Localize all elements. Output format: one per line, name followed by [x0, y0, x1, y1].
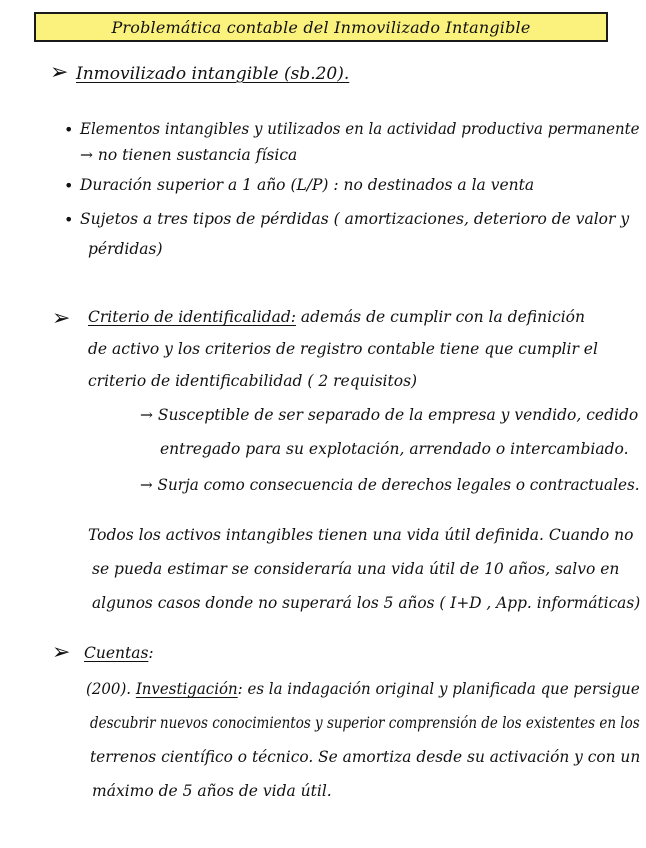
- heading-colon: :: [148, 644, 154, 662]
- paragraph-line: Todos los activos intangibles tienen una vida útil definida. Cuando no: [88, 526, 634, 544]
- paragraph-line: se pueda estimar se consideraría una vida útil de 10 años, salvo en: [92, 560, 620, 578]
- arrow-bullet-icon: ➢: [50, 60, 69, 85]
- paragraph-line: además de cumplir con la definición: [295, 308, 585, 326]
- section-heading: Cuentas: [84, 644, 149, 662]
- account-first-line: [86, 680, 640, 698]
- bullet-subline: → no tienen sustancia física: [80, 146, 298, 164]
- arrow-bullet-icon: ➢: [52, 640, 71, 665]
- account-code: (200).: [86, 680, 132, 698]
- criterio-first-line: [88, 308, 585, 326]
- bullet-text: Duración superior a 1 año (L/P) : no destinados a la venta: [80, 176, 535, 194]
- page-title-banner: [34, 12, 608, 42]
- requirement-subline: entregado para su explotación, arrendado o intercambiado.: [160, 440, 629, 458]
- section-heading: Inmovilizado intangible (sb.20).: [76, 64, 350, 84]
- paragraph-line: máximo de 5 años de vida útil.: [92, 782, 332, 800]
- bullet-icon: •: [64, 210, 74, 229]
- bullet-text: Elementos intangibles y utilizados en la actividad productiva permanente: [80, 120, 640, 138]
- paragraph-line: : es la indagación original y planificada que persigue: [237, 680, 640, 698]
- bullet-icon: •: [64, 176, 74, 195]
- section-heading: Criterio de identificalidad:: [88, 308, 296, 326]
- paragraph-line: algunos casos donde no superará los 5 años ( I+D , App. informáticas): [92, 594, 641, 612]
- page-title: Problemática contable del Inmovilizado Intangible: [111, 17, 531, 37]
- cuentas-heading: [84, 644, 154, 662]
- account-name: Investigación: [135, 680, 238, 698]
- requirement-item: → Surja como consecuencia de derechos legales o contractuales.: [140, 476, 640, 494]
- bullet-icon: •: [64, 120, 74, 139]
- bullet-text: Sujetos a tres tipos de pérdidas ( amortizaciones, deterioro de valor y: [80, 210, 630, 228]
- paragraph-line: terrenos científico o técnico. Se amortiza desde su activación y con un: [90, 748, 641, 766]
- requirement-item: → Susceptible de ser separado de la empresa y vendido, cedido: [140, 406, 639, 424]
- paragraph-line: criterio de identificabilidad ( 2 requisitos): [88, 372, 418, 390]
- arrow-bullet-icon: ➢: [52, 306, 71, 331]
- paragraph-line: de activo y los criterios de registro contable tiene que cumplir el: [88, 340, 598, 358]
- paragraph-line: descubrir nuevos conocimientos y superior comprensión de los existentes en los: [90, 714, 640, 732]
- bullet-subline: pérdidas): [88, 240, 163, 258]
